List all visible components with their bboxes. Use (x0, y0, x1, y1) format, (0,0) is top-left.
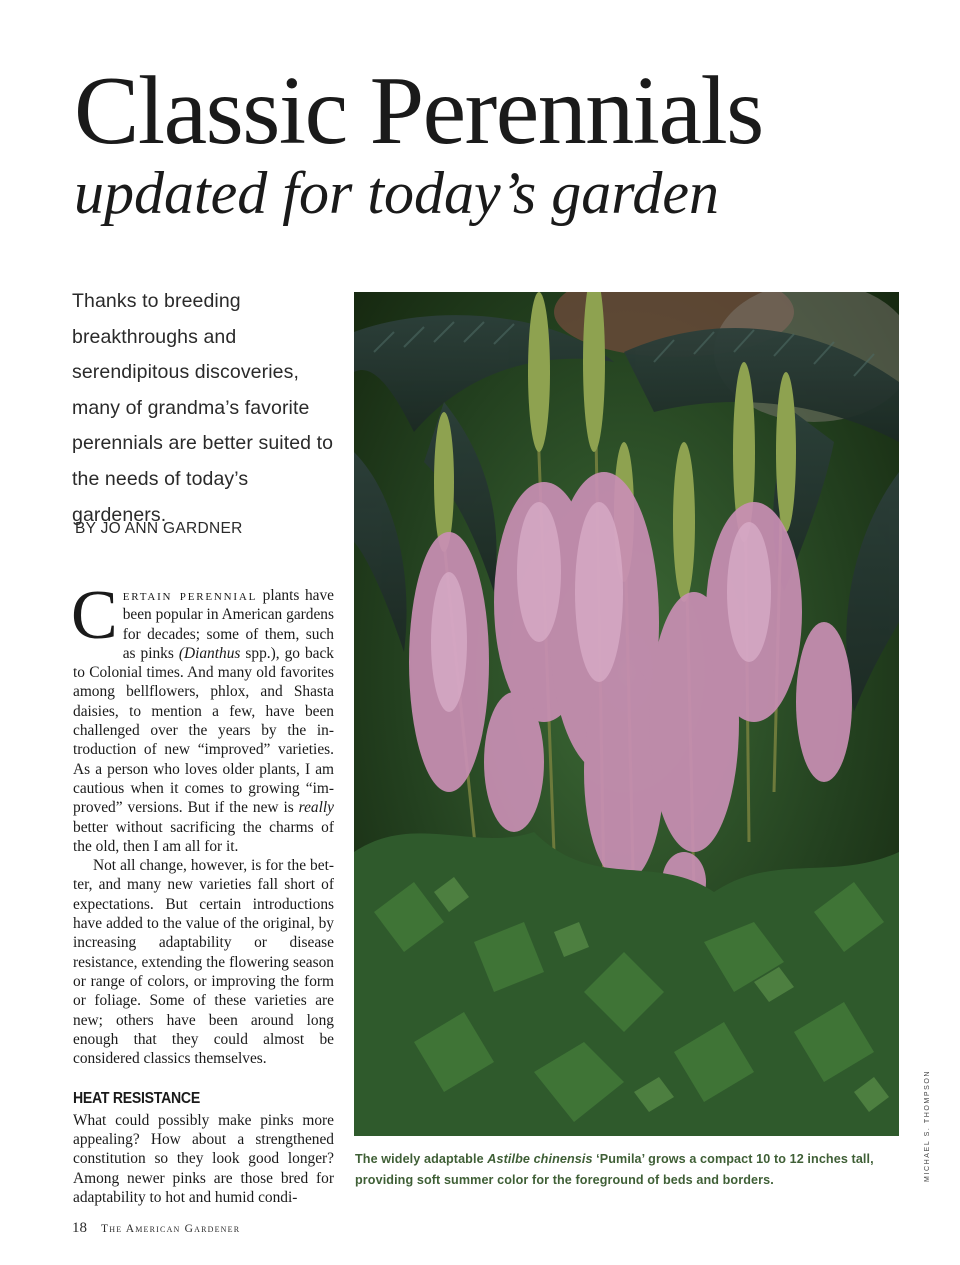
article-subtitle: updated for today’s garden (74, 160, 719, 226)
caption-text-b: ‘Pumila’ grows a compact 10 to 12 inches tall, providing soft summer color for the foreground of beds and borders. (355, 1152, 874, 1187)
photo-credit: MICHAEL S. THOMPSON (924, 1069, 931, 1182)
page-footer (72, 1220, 240, 1237)
section-heading: HEAT RESISTANCE (73, 1090, 200, 1108)
emphasis-really: really (298, 799, 334, 817)
astilbe-photo (354, 292, 899, 1136)
paragraph-2: Not all change, however, is for the better, and many new varieties fall short of expectations. But certain introductions have added to the value of the original, by increasing adaptability or disease resistance, extending the flowering season or range of colors, or improving the form or foliage. Some of these varieties are new; others have been around long enough that they could almost be considered classics themselves. (73, 857, 334, 1068)
page-number: 18 (72, 1220, 87, 1236)
lead-in: ertain perennial (122, 587, 258, 604)
byline: BY JO ANN GARDNER (75, 520, 243, 537)
genus-name: (Dianthus (178, 644, 241, 662)
paragraph-1-text-b: spp.), go back to Colonial times. And many old favorites among bellflowers, phlox, and Shasta daisies, to mention a few, have been challenged over the years by the introduction of new “improved” varieties. As a person who loves older plants, I am cautious when it comes to growing “improved” versions. But if the new is (73, 644, 335, 817)
caption-text-a: The widely adaptable (355, 1152, 488, 1166)
paragraph-3: What could possibly make pinks more appealing? How about a strengthened constitution so they look good longer? Among newer pinks are those bred for adaptability to hot and humid condi- (73, 1111, 334, 1206)
paragraph-1-text-a: plants have been popular in American gardens for decades; some of them, such as pinks (122, 587, 334, 662)
paragraph-1-text-c: better without sacrificing the charms of the old, then I am all for it. (73, 818, 334, 855)
species-name: Astilbe chinensis (487, 1152, 593, 1166)
article-deck: Thanks to breeding breakthroughs and serendipitous discoveries, many of grandma’s favorite perennials are better suited to the needs of today’s gardeners. (72, 290, 334, 526)
publication-name: The American Gardener (101, 1223, 241, 1235)
article-body (71, 577, 335, 1207)
photo-caption (355, 1149, 903, 1191)
article-title: Classic Perennials (74, 57, 763, 165)
drop-cap: C (71, 577, 118, 654)
paragraph-1 (71, 577, 335, 856)
